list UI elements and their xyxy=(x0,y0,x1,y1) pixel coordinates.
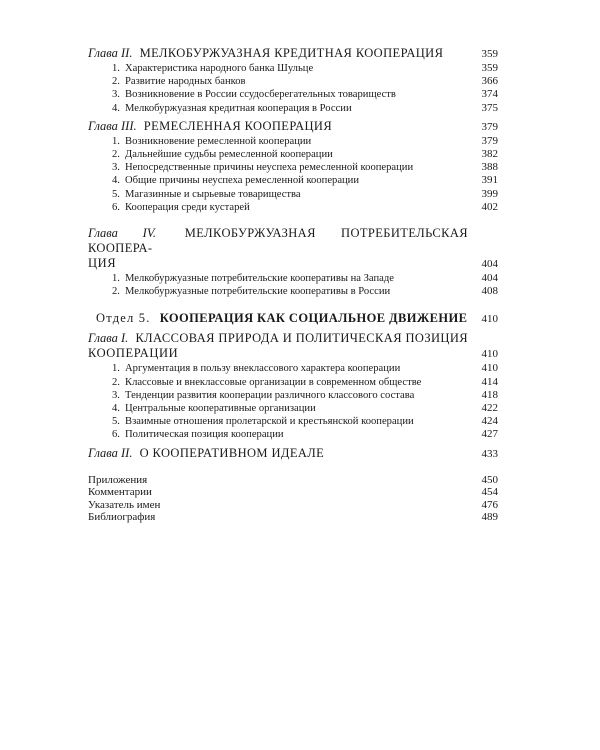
page-number: 391 xyxy=(481,174,498,187)
chapter-label: Глава IV. xyxy=(88,226,156,241)
chapter-heading xyxy=(88,46,498,62)
entry-text: Непосредственные причины неуспеха ремесленной кооперации xyxy=(125,162,414,174)
entry-number: 1. xyxy=(112,363,120,375)
toc-entry xyxy=(88,402,498,415)
page-number: 402 xyxy=(481,200,498,213)
entry-text: Кооперация среди кустарей xyxy=(125,201,250,213)
entry-text: Возникновение ремесленной кооперации xyxy=(125,135,312,147)
entry-text: Политическая позиция кооперации xyxy=(125,429,284,441)
backmatter-entry xyxy=(88,486,498,499)
section-title: КООПЕРАЦИЯ КАК СОЦИАЛЬНОЕ ДВИЖЕНИЕ xyxy=(159,311,468,326)
chapter-title-continued: ЦИЯ xyxy=(88,256,117,271)
entry-number: 2. xyxy=(112,76,120,88)
page-number: 422 xyxy=(481,402,498,415)
entry-number: 6. xyxy=(112,429,120,441)
backmatter-entry xyxy=(88,499,498,512)
page-number: 418 xyxy=(481,388,498,401)
page-number: 433 xyxy=(481,447,498,460)
entry-number: 6. xyxy=(112,201,120,213)
toc-entry xyxy=(88,148,498,161)
page-number: 476 xyxy=(481,498,498,511)
toc-entry xyxy=(88,135,498,148)
entry-text: Мелкобуржуазные потребительские кооперативы на Западе xyxy=(125,273,394,285)
chapter-heading xyxy=(88,119,498,135)
toc-entry xyxy=(88,201,498,214)
entry-number: 1. xyxy=(112,135,120,147)
page-number: 414 xyxy=(481,375,498,388)
chapter-title: РЕМЕСЛЕННАЯ КООПЕРАЦИЯ xyxy=(143,118,333,133)
toc-entry xyxy=(88,102,498,115)
entry-number: 4. xyxy=(112,175,120,187)
entry-number: 2. xyxy=(112,376,120,388)
page-number: 374 xyxy=(481,88,498,101)
entry-text: Тенденции развития кооперации различного классового состава xyxy=(125,389,415,401)
chapter-title: КЛАССОВАЯ ПРИРОДА И ПОЛИТИЧЕСКАЯ ПОЗИЦИЯ xyxy=(135,331,469,346)
toc-entry xyxy=(88,285,498,298)
page-number: 454 xyxy=(481,486,498,499)
chapter-heading xyxy=(88,331,498,362)
entry-text: Взаимные отношения пролетарской и крестьянской кооперации xyxy=(125,416,414,428)
chapter-label: Глава II. xyxy=(88,445,133,460)
page-number: 382 xyxy=(481,148,498,161)
table-of-contents xyxy=(88,46,498,524)
page-number: 404 xyxy=(481,272,498,285)
toc-entry xyxy=(88,88,498,101)
entry-text: Характеристика народного банка Шульце xyxy=(125,63,314,74)
entry-number: 5. xyxy=(112,416,120,428)
toc-entry xyxy=(88,188,498,201)
chapter-title-continued: КООПЕРАЦИИ xyxy=(88,346,179,361)
backmatter-entry xyxy=(88,511,498,524)
toc-entry xyxy=(88,174,498,187)
entry-text: Мелкобуржуазная кредитная кооперация в России xyxy=(125,102,352,114)
page-number: 410 xyxy=(481,348,498,361)
entry-text: Аргументация в пользу внеклассового характера кооперации xyxy=(125,363,401,375)
entry-text: Дальнейшие судьбы ремесленной кооперации xyxy=(125,149,333,161)
chapter-title: МЕЛКОБУРЖУАЗНАЯ КРЕДИТНАЯ КООПЕРАЦИЯ xyxy=(139,46,444,60)
page-number: 489 xyxy=(481,511,498,524)
chapter-heading xyxy=(88,226,498,272)
entry-text: Комментарии xyxy=(88,486,152,499)
page-number: 379 xyxy=(481,120,498,133)
page-number: 404 xyxy=(481,258,498,271)
toc-entry xyxy=(88,389,498,402)
toc-entry xyxy=(88,376,498,389)
toc-entry xyxy=(88,75,498,88)
page-number: 366 xyxy=(481,75,498,88)
entry-text: Возникновение в России ссудосберегательных товариществ xyxy=(125,89,396,101)
page-number: 399 xyxy=(481,187,498,200)
entry-number: 2. xyxy=(112,149,120,161)
page-number: 427 xyxy=(481,428,498,441)
entry-number: 1. xyxy=(112,273,120,285)
page-number: 408 xyxy=(481,285,498,298)
page-number: 410 xyxy=(481,313,498,326)
entry-text: Классовые и внеклассовые организации в современном обществе xyxy=(125,376,422,388)
page-number: 424 xyxy=(481,415,498,428)
entry-number: 2. xyxy=(112,286,120,298)
page-number: 379 xyxy=(481,134,498,147)
section-heading xyxy=(96,310,498,327)
page-number: 410 xyxy=(481,362,498,375)
page-number: 388 xyxy=(481,161,498,174)
page-number: 359 xyxy=(481,48,498,60)
entry-number: 1. xyxy=(112,63,120,74)
entry-number: 4. xyxy=(112,102,120,114)
entry-text: Развитие народных банков xyxy=(125,76,246,88)
toc-entry xyxy=(88,415,498,428)
page-number: 359 xyxy=(481,62,498,74)
toc-entry xyxy=(88,62,498,75)
toc-entry xyxy=(88,161,498,174)
entry-text: Библиография xyxy=(88,511,156,524)
page-number: 450 xyxy=(481,473,498,486)
chapter-title: МЕЛКОБУРЖУАЗНАЯ ПОТРЕБИТЕЛЬСКАЯ КООПЕРА- xyxy=(88,226,468,256)
entry-text: Указатель имен xyxy=(88,498,161,511)
entry-text: Общие причины неуспеха ремесленной кооперации xyxy=(125,175,360,187)
entry-text: Мелкобуржуазные потребительские кооперативы в России xyxy=(125,286,391,298)
chapter-heading xyxy=(88,446,498,462)
entry-number: 4. xyxy=(112,403,120,415)
backmatter-entry xyxy=(88,474,498,487)
chapter-title: О КООПЕРАТИВНОМ ИДЕАЛЕ xyxy=(139,445,325,460)
chapter-label: Глава II. xyxy=(88,46,133,60)
section-label: Отдел 5. xyxy=(96,311,151,326)
toc-entry xyxy=(88,362,498,375)
entry-text: Центральные кооперативные организации xyxy=(125,403,316,415)
toc-entry xyxy=(88,272,498,285)
entry-number: 5. xyxy=(112,188,120,200)
page-number: 375 xyxy=(481,101,498,114)
toc-entry xyxy=(88,428,498,441)
entry-text: Приложения xyxy=(88,473,148,486)
entry-number: 3. xyxy=(112,89,120,101)
entry-number: 3. xyxy=(112,162,120,174)
entry-number: 3. xyxy=(112,389,120,401)
chapter-label: Глава III. xyxy=(88,118,137,133)
chapter-label: Глава I. xyxy=(88,331,129,346)
entry-text: Магазинные и сырьевые товарищества xyxy=(125,188,301,200)
